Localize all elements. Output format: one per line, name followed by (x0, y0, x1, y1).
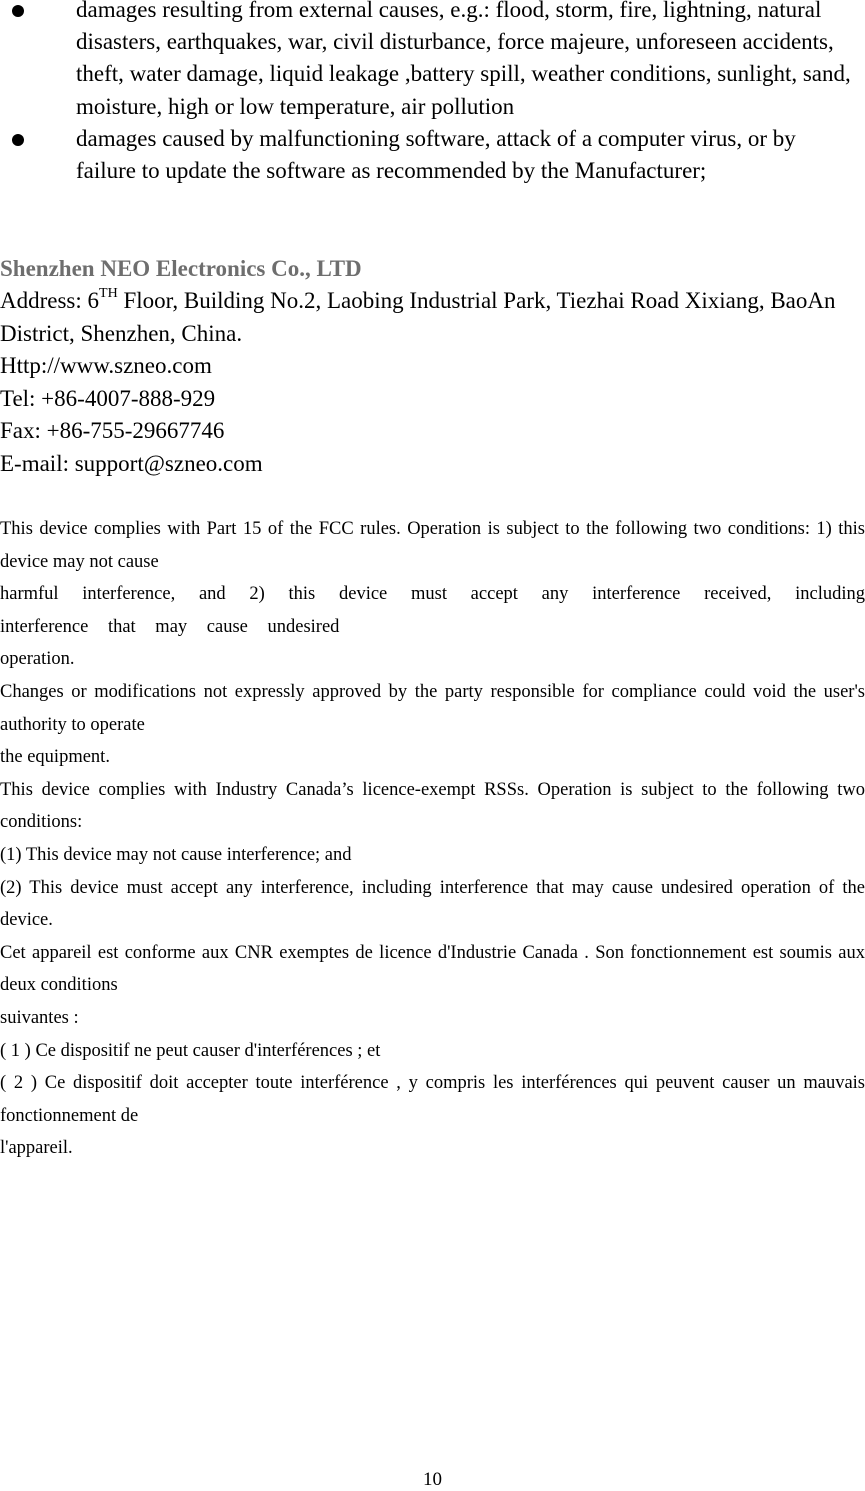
company-address (0, 285, 865, 350)
fcc-statement-3: operation. (0, 649, 75, 670)
list-item-text: damages caused by malfunctioning software, attack of a computer virus, or by failure to update the software as recommended by the Manufacturer; (76, 125, 796, 184)
company-tel: Tel: +86-4007-888-929 (0, 385, 216, 411)
company-website: Http://www.szneo.com (0, 353, 212, 379)
changes-statement-1: Changes or modifications not expressly approved by the party responsible for compliance could void the user's authority to operate (0, 681, 865, 735)
company-fax: Fax: +86-755-29667746 (0, 418, 225, 444)
french-statement-4: ( 2 ) Ce dispositif doit accepter toute interférence , y compris les interférences qui peuvent causer un mauvais fonctionnement de (0, 1073, 865, 1126)
address-rest: Floor, Building No.2, Laobing Industrial Park, Tiezhai Road Xixiang, BaoAn District, Shenzhen, China. (0, 288, 836, 346)
company-contact-block (0, 253, 865, 481)
french-statement-5: l'appareil. (0, 1138, 73, 1159)
regulatory-statements (0, 513, 865, 1165)
bullet-icon (12, 134, 24, 146)
fcc-statement-1: This device complies with Part 15 of the FCC rules. Operation is subject to the following two conditions: 1) this device may not cause (0, 519, 865, 572)
list-item (0, 123, 865, 187)
exclusions-list (0, 0, 865, 187)
ic-statement-1: This device complies with Industry Canada’s licence-exempt RSSs. Operation is subject to the following two conditions: (0, 779, 865, 833)
list-item (0, 0, 865, 123)
changes-statement-2: the equipment. (0, 747, 110, 768)
fcc-statement-2: harmful interference, and 2) this device must accept any interference received, including interference that may cause undesired (0, 584, 865, 637)
page-number: 10 (423, 1469, 442, 1490)
bullet-icon (12, 5, 24, 17)
address-prefix: Address: 6 (0, 288, 100, 313)
company-email: E-mail: support@szneo.com (0, 450, 263, 476)
french-statement-3: ( 1 ) Ce dispositif ne peut causer d'interférences ; et (0, 1040, 381, 1061)
ic-statement-3: (2) This device must accept any interference, including interference that may cause undesired operation of the device. (0, 877, 865, 931)
ic-statement-2: (1) This device may not cause interference; and (0, 844, 352, 865)
list-item-text: damages resulting from external causes, e.g.: flood, storm, fire, lightning, natural disasters, earthquakes, war, civil disturbance, force majeure, unforeseen accidents, theft, water damage, liquid leakage ,battery spill, weather conditions, sunlight, sand, moisture, high or low temperature, air pollution (76, 0, 851, 119)
address-superscript: TH (99, 286, 118, 302)
company-name: Shenzhen NEO Electronics Co., LTD (0, 256, 362, 281)
french-statement-2: suivantes : (0, 1007, 79, 1028)
french-statement-1: Cet appareil est conforme aux CNR exemptes de licence d'Industrie Canada . Son fonctionnement est soumis aux deux conditions (0, 942, 865, 996)
